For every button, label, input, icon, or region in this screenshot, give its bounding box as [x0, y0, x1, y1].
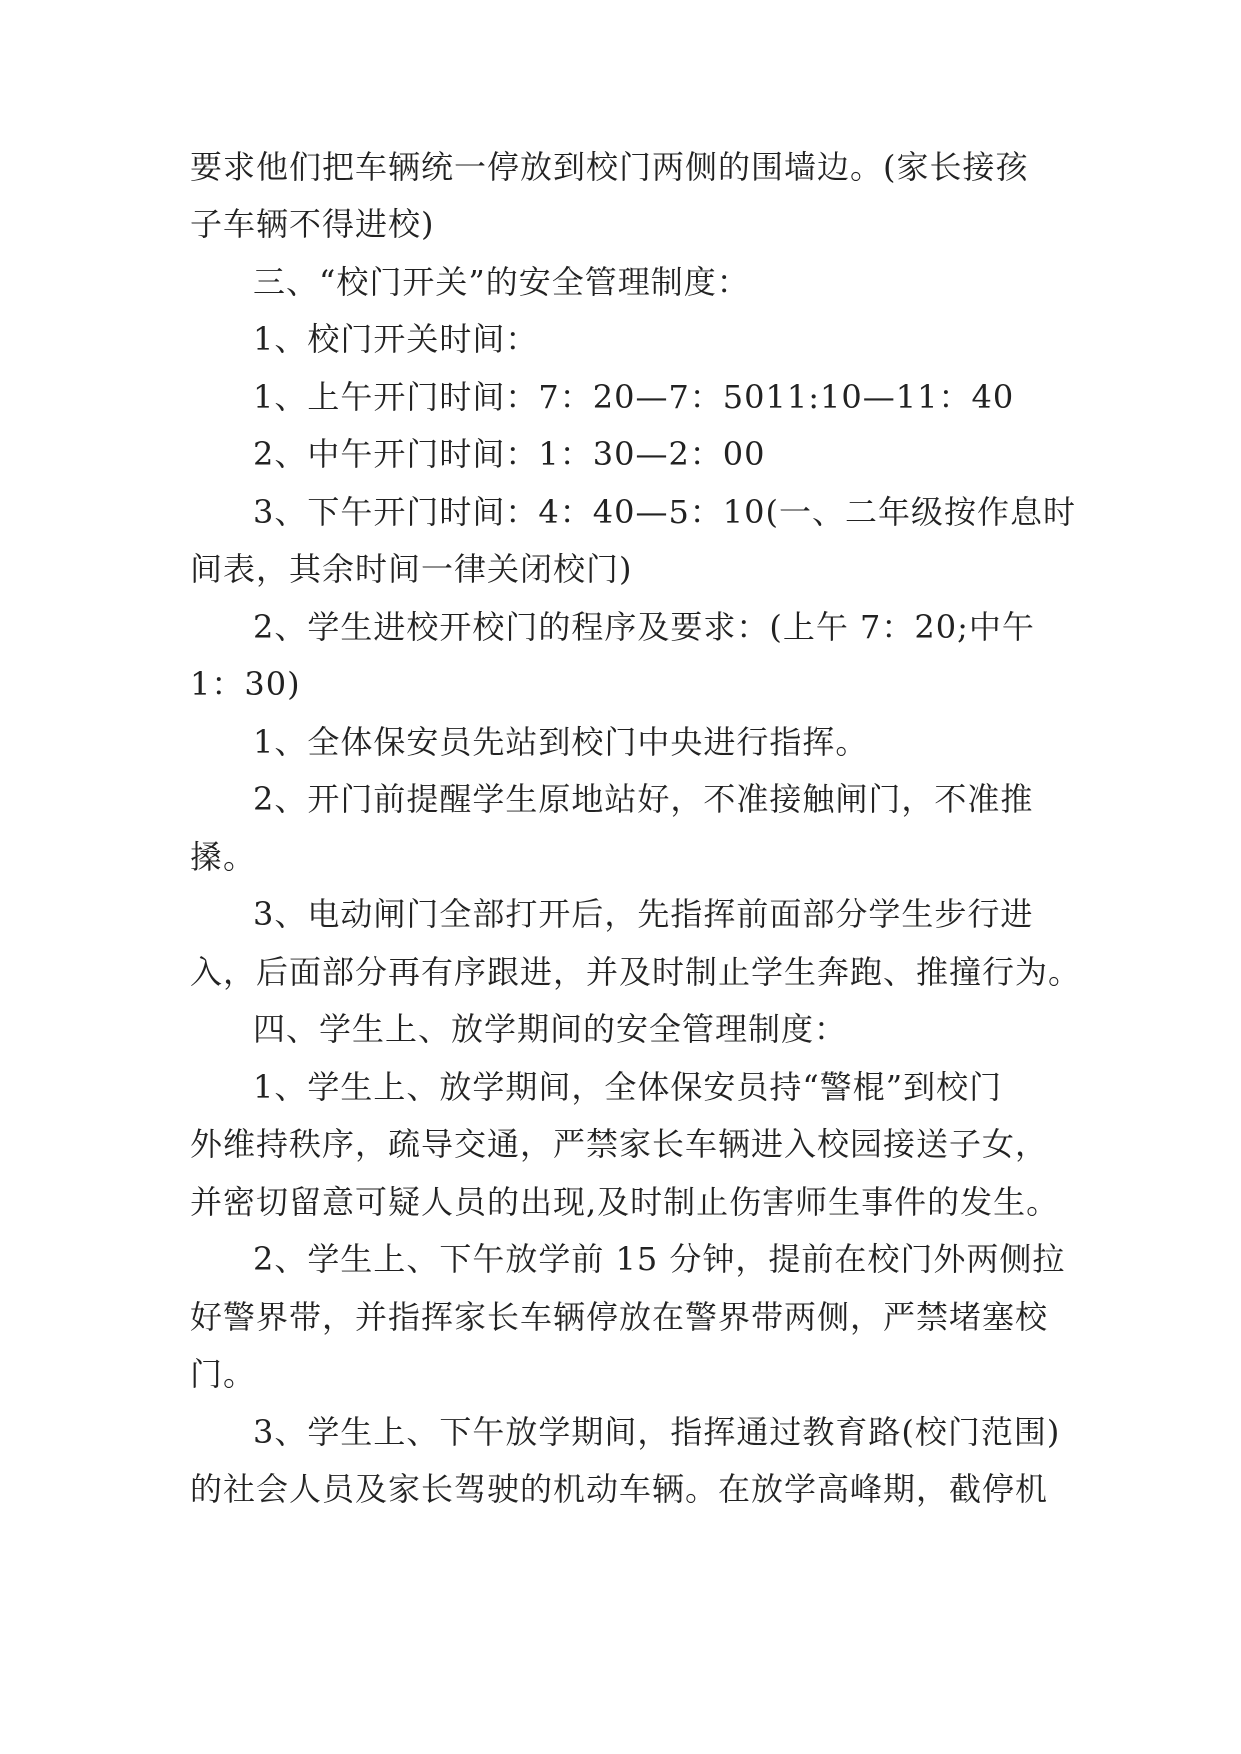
text-line: 1：30) [190, 665, 301, 703]
text-line: 2、学生进校开校门的程序及要求：(上午 7：20;中午 [253, 608, 1035, 646]
text-line: 入，后面部分再有序跟进，并及时制止学生奔跑、推撞行为。 [190, 953, 1082, 991]
text-line: 间表，其余时间一律关闭校门) [190, 550, 633, 588]
text-line: 的社会人员及家长驾驶的机动车辆。在放学高峰期，截停机 [190, 1470, 1049, 1508]
text-line: 3、下午开门时间：4：40—5：10(一、二年级按作息时 [253, 493, 1077, 531]
text-line: 1、学生上、放学期间，全体保安员持“警棍”到校门 [253, 1068, 1003, 1106]
text-line: 外维持秩序，疏导交通，严禁家长车辆进入校园接送子女， [190, 1125, 1049, 1163]
section-heading: 三、“校门开关”的安全管理制度： [253, 263, 750, 301]
text-line: 1、全体保安员先站到校门中央进行指挥。 [253, 723, 869, 761]
text-line: 1、校门开关时间： [253, 320, 539, 358]
text-line: 2、学生上、下午放学前 15 分钟，提前在校门外两侧拉 [253, 1240, 1066, 1278]
text-line: 并密切留意可疑人员的出现,及时制止伤害师生事件的发生。 [190, 1183, 1060, 1221]
text-line: 要求他们把车辆统一停放到校门两侧的围墙边。(家长接孩 [190, 148, 1029, 186]
text-line: 2、中午开门时间：1：30—2：00 [253, 435, 766, 473]
text-line: 搡。 [190, 838, 257, 876]
text-line: 2、开门前提醒学生原地站好，不准接触闸门，不准推 [253, 780, 1034, 818]
text-line: 好警界带，并指挥家长车辆停放在警界带两侧，严禁堵塞校 [190, 1298, 1049, 1336]
text-line: 3、学生上、下午放学期间，指挥通过教育路(校门范围) [253, 1413, 1061, 1451]
section-heading: 四、学生上、放学期间的安全管理制度： [253, 1010, 848, 1048]
text-line: 1、上午开门时间：7：20—7：5011:10—11：40 [253, 378, 1015, 416]
text-line: 3、电动闸门全部打开后，先指挥前面部分学生步行进 [253, 895, 1034, 933]
text-line: 子车辆不得进校) [190, 205, 435, 243]
text-line: 门。 [190, 1355, 257, 1393]
